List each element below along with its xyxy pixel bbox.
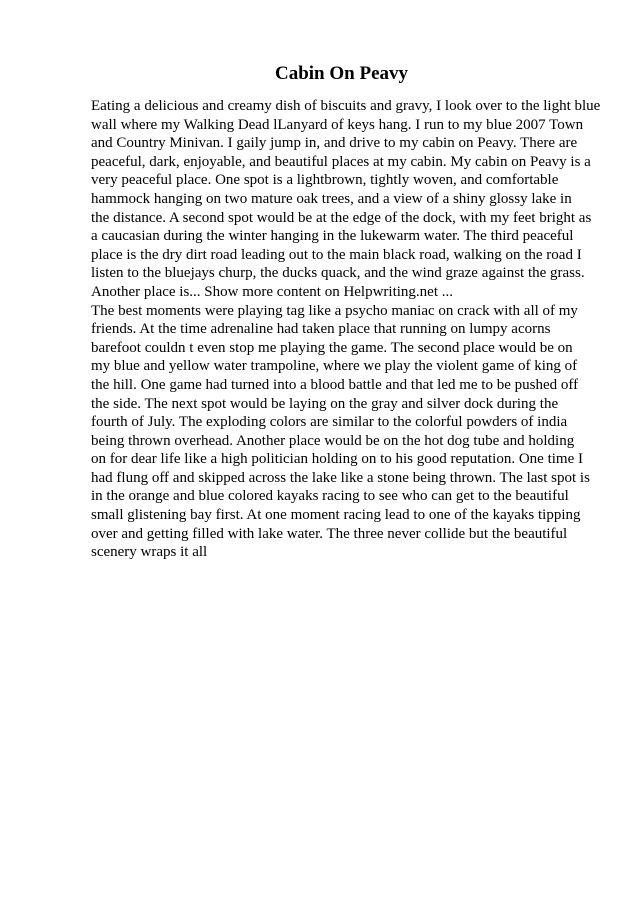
body-text-line: my blue and yellow water trampoline, where we play the violent game of king of: [91, 358, 578, 375]
body-text-line: hammock hanging on two mature oak trees, and a view of a shiny glossy lake in: [91, 190, 572, 207]
body-text-line: scenery wraps it all: [91, 544, 208, 561]
body-text-line: wall where my Walking Dead lLanyard of keys hang. I run to my blue 2007 Town: [91, 116, 584, 133]
body-text-line: the hill. One game had turned into a blood battle and that led me to be pushed off: [91, 376, 579, 393]
body-text-line: in the orange and blue colored kayaks racing to see who can get to the beautiful: [91, 488, 569, 505]
body-text-line: a caucasian during the winter hanging in the lukewarm water. The third peaceful: [91, 228, 574, 245]
body-text-line: very peaceful place. One spot is a lightbrown, tightly woven, and comfortable: [91, 172, 559, 189]
body-text-line: peaceful, dark, enjoyable, and beautiful places at my cabin. My cabin on Peavy is a: [91, 153, 591, 170]
body-text-line: the side. The next spot would be laying on the gray and silver dock during the: [91, 395, 559, 412]
body-text-line: friends. At the time adrenaline had taken place that running on lumpy acorns: [91, 321, 551, 338]
body-text-line: the distance. A second spot would be at the edge of the dock, with my feet bright as: [91, 209, 592, 226]
body-text-line: listen to the bluejays churp, the ducks quack, and the wind graze against the grass.: [91, 265, 585, 282]
body-text-line: barefoot couldn t even stop me playing the game. The second place would be on: [91, 339, 573, 356]
document-title: Cabin On Peavy: [274, 63, 409, 84]
body-text-line: Another place is... Show more content on Helpwriting.net ...: [91, 283, 454, 300]
body-text-line: and Country Minivan. I gaily jump in, and drive to my cabin on Peavy. There are: [91, 135, 578, 152]
body-text-line: The best moments were playing tag like a psycho maniac on crack with all of my: [91, 302, 578, 319]
body-text-line: being thrown overhead. Another place would be on the hot dog tube and holding: [91, 432, 575, 449]
body-text-line: fourth of July. The exploding colors are similar to the colorful powders of india: [91, 414, 568, 431]
body-text-line: place is the dry dirt road leading out to the main black road, walking on the road I: [91, 246, 582, 263]
document-body: [91, 97, 601, 562]
body-text-line: on for dear life like a high politician holding on to his good reputation. One time I: [91, 451, 583, 468]
body-text-line: small glistening bay first. At one moment racing lead to one of the kayaks tipping: [91, 507, 581, 524]
body-text-line: Eating a delicious and creamy dish of biscuits and gravy, I look over to the light blue: [91, 98, 601, 114]
body-text-line: over and getting filled with lake water. The three never collide but the beautiful: [91, 525, 568, 542]
body-text-line: had flung off and skipped across the lake like a stone being thrown. The last spot is: [91, 469, 590, 486]
